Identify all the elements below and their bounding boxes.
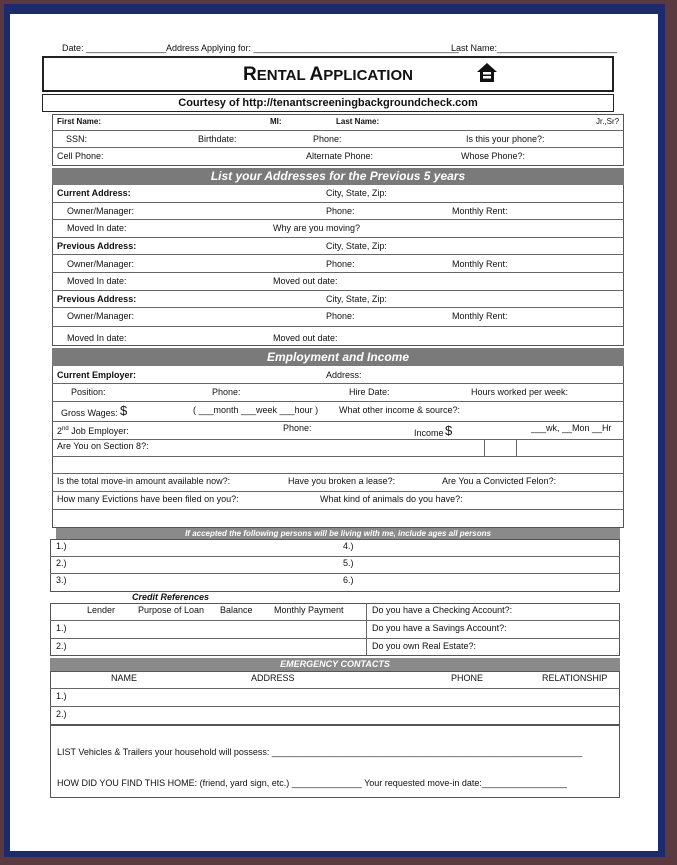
moved-out-label[interactable]: Moved out date:: [273, 276, 338, 286]
occupants-box: [50, 539, 620, 592]
first-name-label[interactable]: First Name:: [57, 117, 102, 126]
monthly-rent-label[interactable]: Monthly Rent:: [452, 206, 508, 216]
hours-per-week-label[interactable]: Hours worked per week:: [471, 387, 569, 397]
dollar-sign: $: [120, 403, 128, 418]
credit-references-title: Credit References: [132, 592, 210, 602]
cell-phone-label[interactable]: Cell Phone:: [57, 151, 104, 161]
divider: [52, 147, 624, 148]
animals-label[interactable]: What kind of animals do you have?:: [320, 494, 463, 504]
lender-header: Lender: [87, 605, 116, 615]
occupant-row-4[interactable]: 4.): [343, 541, 354, 551]
moved-out-label[interactable]: Moved out date:: [273, 333, 338, 343]
felon-label[interactable]: Are You a Convicted Felon?:: [442, 476, 557, 486]
credit-row-2[interactable]: 2.): [56, 641, 67, 651]
occupant-row-2[interactable]: 2.): [56, 558, 67, 568]
hire-date-label[interactable]: Hire Date:: [349, 387, 390, 397]
alt-phone-label[interactable]: Alternate Phone:: [306, 151, 374, 161]
equal-housing-logo-icon: [474, 60, 500, 86]
addresses-band: List your Addresses for the Previous 5 years: [52, 168, 624, 185]
credit-row-1[interactable]: 1.): [56, 623, 67, 633]
occupant-row-1[interactable]: 1.): [56, 541, 67, 551]
wk-mon-hr-label[interactable]: ___wk, __Mon __Hr: [531, 423, 612, 433]
current-employer-label[interactable]: Current Employer:: [57, 370, 137, 380]
divider: [52, 130, 624, 131]
savings-account-label[interactable]: Do you have a Savings Account?:: [372, 623, 507, 633]
emergency-address-header: ADDRESS: [251, 673, 295, 683]
occupant-row-3[interactable]: 3.): [56, 575, 67, 585]
owner-manager-label[interactable]: Owner/Manager:: [67, 206, 135, 216]
gross-wages-label[interactable]: Gross Wages:: [61, 408, 118, 418]
second-job-label[interactable]: 2nd Job Employer:: [57, 426, 129, 436]
city-state-zip-label[interactable]: City, State, Zip:: [326, 241, 387, 251]
owner-manager-label[interactable]: Owner/Manager:: [67, 259, 135, 269]
evictions-label[interactable]: How many Evictions have been filed on you?:: [57, 494, 239, 504]
mi-label[interactable]: MI:: [270, 117, 282, 126]
phone-label[interactable]: Phone:: [326, 311, 355, 321]
phone-label[interactable]: Phone:: [326, 206, 355, 216]
moved-in-label[interactable]: Moved In date:: [67, 276, 127, 286]
position-label[interactable]: Position:: [71, 387, 106, 397]
broken-lease-label[interactable]: Have you broken a lease?:: [288, 476, 396, 486]
previous-address-label[interactable]: Previous Address:: [57, 294, 137, 304]
employer-address-label[interactable]: Address:: [326, 370, 362, 380]
second-job-phone-label[interactable]: Phone:: [283, 423, 312, 433]
occupants-band: If accepted the following persons will be living with me, include ages all persons: [56, 528, 620, 539]
moved-in-label[interactable]: Moved In date:: [67, 223, 127, 233]
income-label[interactable]: Income: [414, 428, 444, 438]
occupant-row-6[interactable]: 6.): [343, 575, 354, 585]
courtesy-line: Courtesy of http://tenantscreeningbackgroundcheck.com: [42, 94, 614, 112]
current-address-label[interactable]: Current Address:: [57, 188, 131, 198]
why-moving-label[interactable]: Why are you moving?: [273, 223, 361, 233]
monthly-rent-label[interactable]: Monthly Rent:: [452, 259, 508, 269]
balance-header: Balance: [220, 605, 253, 615]
emergency-phone-header: PHONE: [451, 673, 484, 683]
moved-in-label[interactable]: Moved In date:: [67, 333, 127, 343]
section8-label[interactable]: Are You on Section 8?:: [57, 441, 149, 451]
move-in-total-label[interactable]: Is the total move-in amount available now?:: [57, 476, 231, 486]
address-applying-field[interactable]: Address Applying for: _________________________________________: [166, 43, 459, 53]
date-field[interactable]: Date: ________________: [62, 43, 167, 53]
emergency-row-1[interactable]: 1.): [56, 691, 67, 701]
whose-phone-label[interactable]: Whose Phone?:: [461, 151, 526, 161]
vehicles-field[interactable]: LIST Vehicles & Trailers your household will possess: ______________________________________________________________: [57, 747, 583, 757]
city-state-zip-label[interactable]: City, State, Zip:: [326, 188, 387, 198]
purpose-header: Purpose of Loan: [138, 605, 205, 615]
ssn-label[interactable]: SSN:: [66, 134, 88, 144]
previous-address-label[interactable]: Previous Address:: [57, 241, 137, 251]
dollar-sign: $: [445, 423, 453, 438]
other-income-label[interactable]: What other income & source?:: [339, 405, 461, 415]
how-found-field[interactable]: HOW DID YOU FIND THIS HOME: (friend, yard sign, etc.) ______________ Your requested move-in date:_________________: [57, 778, 567, 788]
monthly-payment-header: Monthly Payment: [274, 605, 344, 615]
checking-account-label[interactable]: Do you have a Checking Account?:: [372, 605, 513, 615]
phone-label[interactable]: Phone:: [313, 134, 342, 144]
last-name-label[interactable]: Last Name:: [336, 117, 380, 126]
wage-period-label[interactable]: ( ___month ___week ___hour ): [193, 405, 319, 415]
real-estate-label[interactable]: Do you own Real Estate?:: [372, 641, 477, 651]
monthly-rent-label[interactable]: Monthly Rent:: [452, 311, 508, 321]
phone-label[interactable]: Phone:: [326, 259, 355, 269]
page-title: RENTAL APPLICATION: [42, 56, 614, 92]
emergency-row-2[interactable]: 2.): [56, 709, 67, 719]
suffix-label[interactable]: Jr.,Sr?: [596, 117, 620, 126]
city-state-zip-label[interactable]: City, State, Zip:: [326, 294, 387, 304]
occupant-row-5[interactable]: 5.): [343, 558, 354, 568]
is-your-phone-label[interactable]: Is this your phone?:: [466, 134, 545, 144]
emergency-name-header: NAME: [111, 673, 138, 683]
emergency-band: EMERGENCY CONTACTS: [50, 658, 620, 671]
last-name-header-field[interactable]: Last Name:________________________: [451, 43, 618, 53]
owner-manager-label[interactable]: Owner/Manager:: [67, 311, 135, 321]
employment-band: Employment and Income: [52, 348, 624, 366]
emergency-relationship-header: RELATIONSHIP: [542, 673, 608, 683]
birthdate-label[interactable]: Birthdate:: [198, 134, 237, 144]
employer-phone-label[interactable]: Phone:: [212, 387, 241, 397]
